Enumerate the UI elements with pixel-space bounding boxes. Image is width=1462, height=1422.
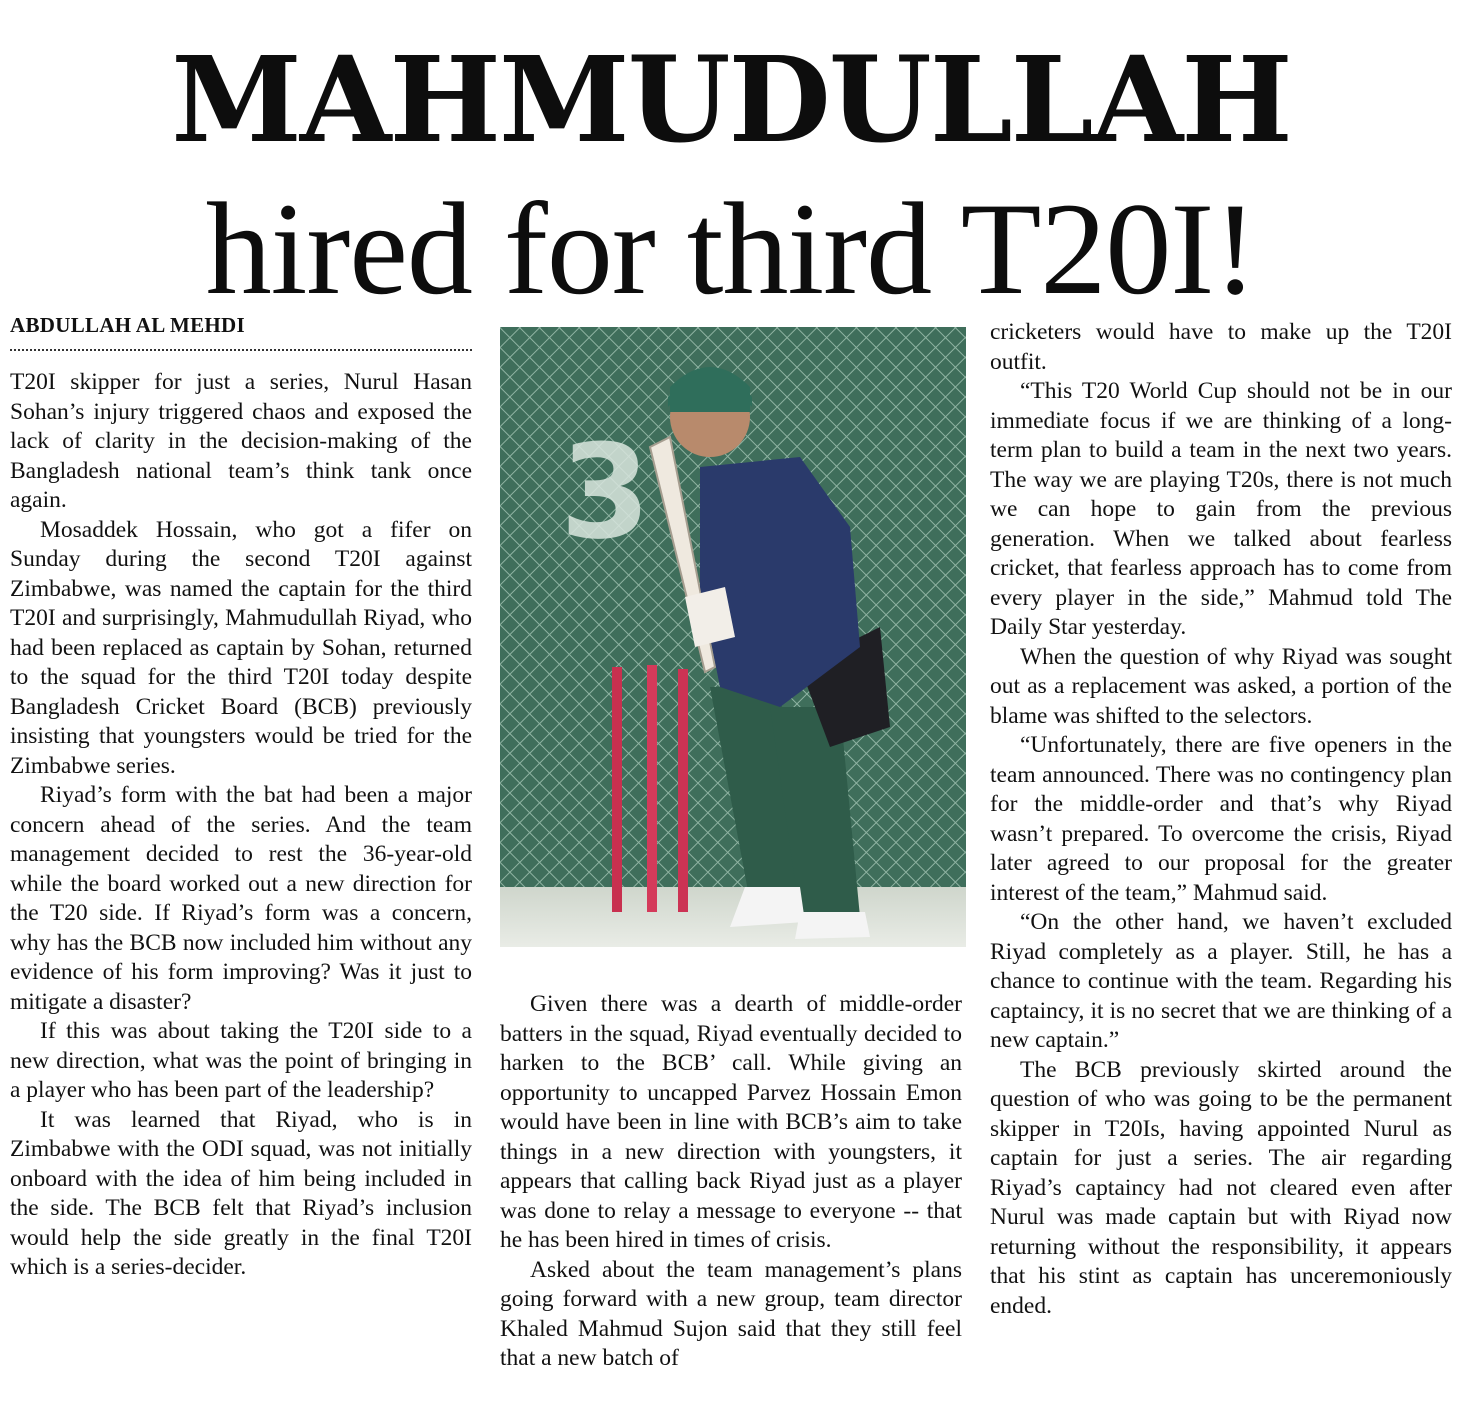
stump-icon (678, 669, 688, 912)
paragraph: It was learned that Riyad, who is in Zimbabwe with the ODI squad, was not initially onboard with the idea of him being included in the side. The BCB felt that Riyad’s inclusion would help the side greatly in the final T20I which is a series-decider. (10, 1106, 472, 1280)
article-column-1 (10, 368, 472, 1283)
paragraph: Asked about the team management’s plans going forward with a new group, team director Khaled Mahmud Sujon said that they still feel that a new batch of (500, 1256, 962, 1371)
stump-icon (612, 667, 622, 912)
paragraph: “This T20 World Cup should not be in our immediate focus if we are thinking of a long-term plan to build a team in the next two years. The way we are playing T20s, there is not much we can hope to gain from the previous generation. When we talked about fearless cricket, that fearless approach has to come from every player in the side,” Mahmud told The Daily Star yesterday. (990, 378, 1452, 640)
paragraph: The BCB previously skirted around the question of who was going to be the permanent skipper in T20Is, having appointed Nurul as captain for just a series. The air regarding Riyad’s captaincy had not cleared even after Nurul was made captain but with Riyad now returning without the responsibility, it appears that his stint as captain has unceremoniously ended. (990, 1056, 1452, 1319)
stump-icon (647, 665, 657, 912)
paragraph: T20I skipper for just a series, Nurul Hasan Sohan’s injury triggered chaos and exposed the lack of clarity in the decision-making of the Bangladesh national team’s think tank once again. (10, 369, 472, 513)
paragraph: “On the other hand, we haven’t excluded Riyad completely as a player. Still, he has a chance to continue with the team. Regarding his captaincy, it is no secret that we are thinking of a new captain.” (990, 909, 1452, 1053)
net-number: 3 (560, 416, 651, 568)
paragraph: If this was about taking the T20I side to a new direction, what was the point of bringing in a player who has been part of the leadership? (10, 1018, 472, 1103)
paragraph: Given there was a dearth of middle-order batters in the squad, Riyad eventually decided to harken to the BCB’ call. While giving an opportunity to uncapped Parvez Hossain Emon would have been in line with BCB’s aim to take things in a new direction with youngsters, it appears that calling back Riyad just as a player was done to relay a message to everyone -- that he has been hired in times of crisis. (500, 991, 962, 1253)
cricketer-photo (500, 327, 966, 947)
paragraph: Mosaddek Hossain, who got a fifer on Sunday during the second T20I against Zimbabwe, was named the captain for the third T20I and surprisingly, Mahmudullah Riyad, who had been replaced as captain by Sohan, returned to the squad for the third T20I today despite Bangladesh Cricket Board (BCB) previously insisting that youngsters would be tried for the Zimbabwe series. (10, 516, 472, 779)
article-column-3 (990, 318, 1452, 1321)
paragraph: Riyad’s form with the bat had been a major concern ahead of the series. And the team management decided to rest the 36-year-old while the board worked out a new direction for the T20 side. If Riyad’s form was a concern, why has the BCB now included him without any evidence of his form improving? Was it just to mitigate a disaster? (10, 782, 472, 1015)
article-column-2 (500, 990, 962, 1374)
headline-sub: hired for third T20I! (205, 175, 1257, 322)
byline: ABDULLAH AL MEHDI (10, 313, 245, 337)
headline-main: MAHMUDULLAH (171, 30, 1291, 169)
byline-divider (10, 349, 472, 351)
paragraph: When the question of why Riyad was sought out as a replacement was asked, a portion of the blame was shifted to the selectors. (990, 643, 1452, 729)
paragraph: cricketers would have to make up the T20I outfit. (990, 319, 1452, 375)
paragraph: “Unfortunately, there are five openers in the team announced. There was no contingency plan for the middle-order and that’s why Riyad wasn’t prepared. To overcome the crisis, Riyad later agreed to our proposal for the greater interest of the team,” Mahmud said. (990, 732, 1452, 906)
